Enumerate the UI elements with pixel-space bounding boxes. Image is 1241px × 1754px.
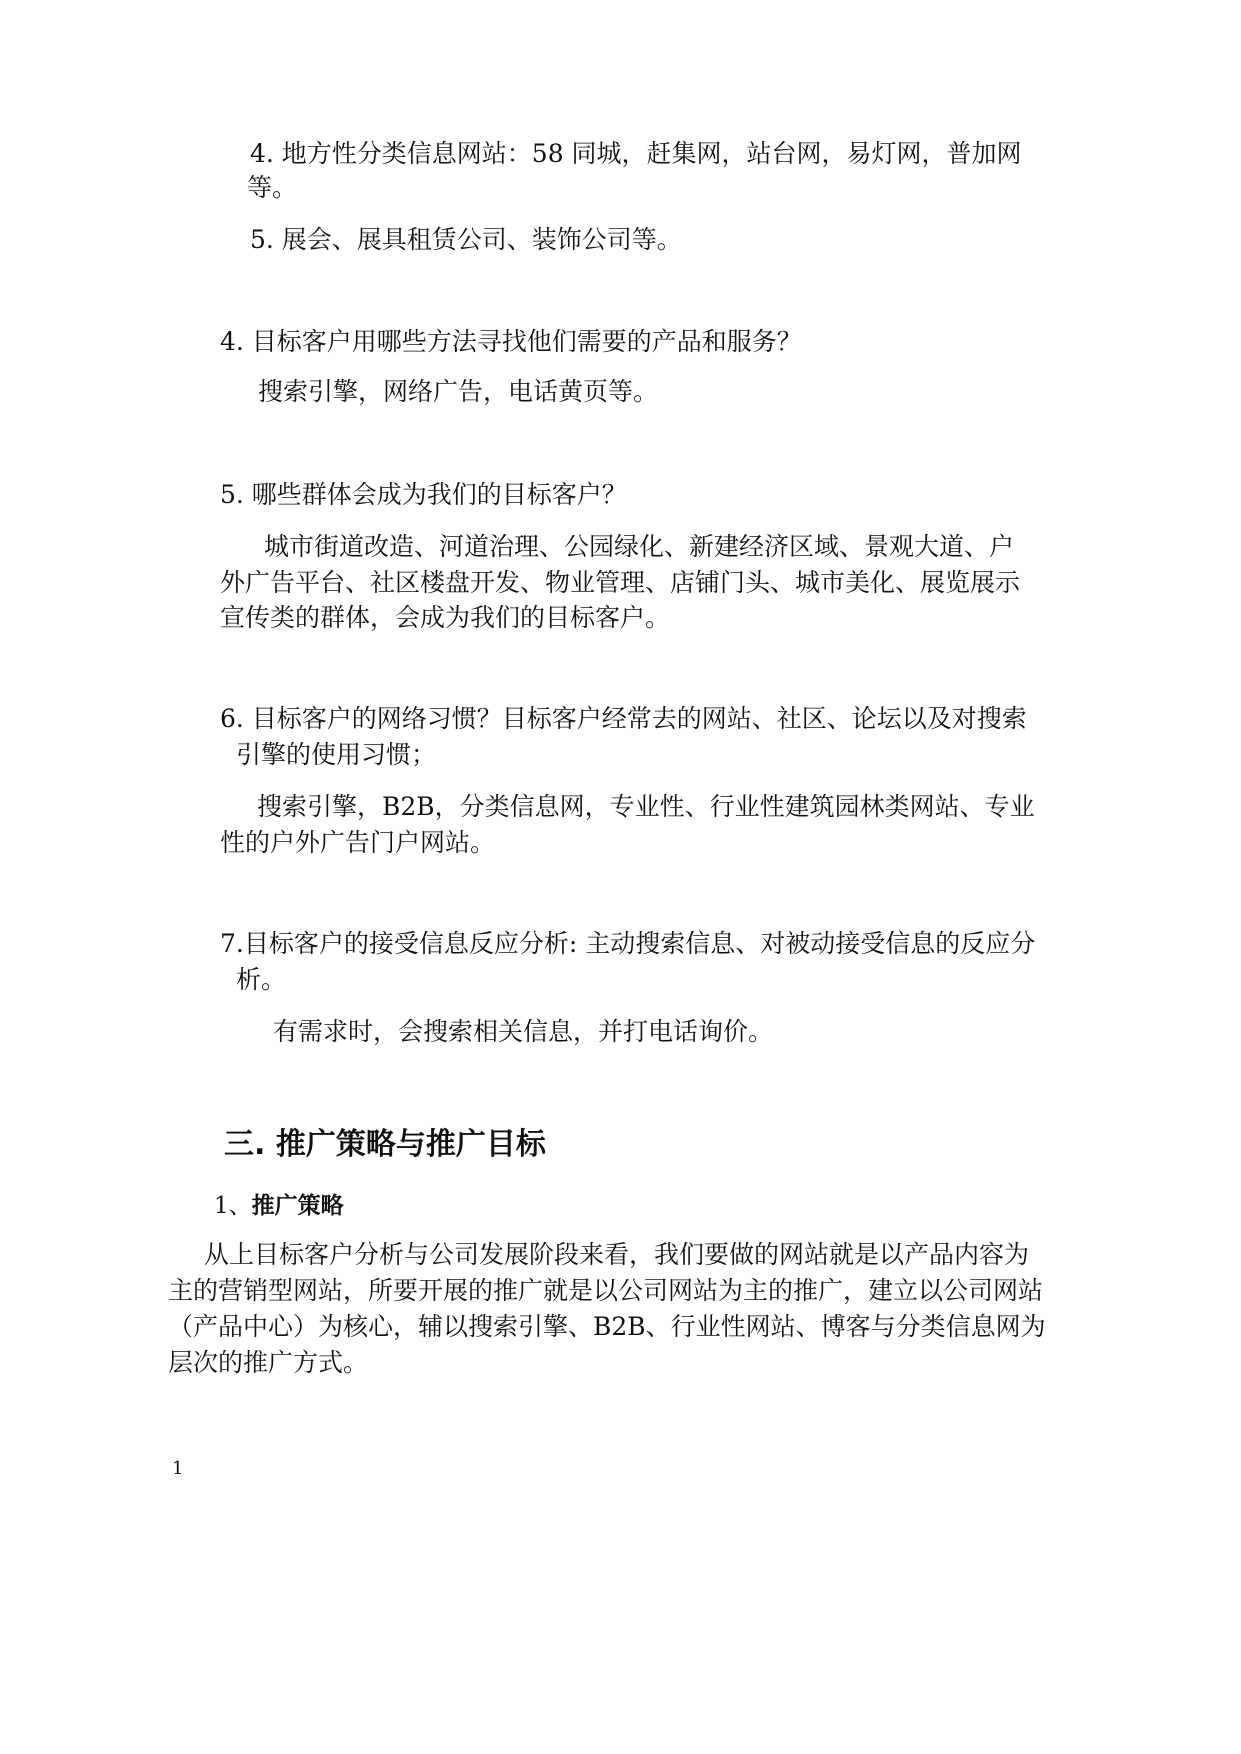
strategy-paragraph-line-3: （产品中心）为核心，辅以搜索引擎、B2B、行业性网站、博客与分类信息网为 — [168, 1312, 1046, 1341]
question-6-line-2: 引擎的使用习惯； — [236, 740, 437, 769]
answer-7: 有需求时，会搜索相关信息，并打电话询价。 — [273, 1017, 774, 1046]
strategy-paragraph-line-4: 层次的推广方式。 — [168, 1348, 369, 1377]
item-4-line-1: 4. 地方性分类信息网站：58 同城，赶集网，站台网，易灯网，普加网 — [250, 139, 1022, 168]
answer-5-line-1: 城市街道改造、河道治理、公园绿化、新建经济区域、景观大道、户 — [264, 532, 1015, 561]
answer-6-line-2: 性的户外广告门户网站。 — [220, 828, 496, 857]
item-4-line-2: 等。 — [247, 173, 298, 202]
subsection-1-number: 1、 — [214, 1193, 252, 1219]
answer-4: 搜索引擎，网络广告，电话黄页等。 — [258, 377, 659, 406]
question-6-line-1: 6. 目标客户的网络习惯？目标客户经常去的网站、社区、论坛以及对搜索 — [220, 704, 1027, 733]
strategy-paragraph-line-2: 主的营销型网站，所要开展的推广就是以公司网站为主的推广，建立以公司网站 — [168, 1276, 1044, 1305]
answer-5-line-2: 外广告平台、社区楼盘开发、物业管理、店铺门头、城市美化、展览展示 — [220, 568, 1021, 597]
subsection-1-heading — [214, 1190, 344, 1222]
question-4: 4. 目标客户用哪些方法寻找他们需要的产品和服务？ — [220, 327, 802, 356]
question-5: 5. 哪些群体会成为我们的目标客户？ — [220, 480, 627, 509]
question-7-line-2: 析。 — [236, 965, 287, 994]
answer-6-line-1: 搜索引擎，B2B，分类信息网，专业性、行业性建筑园林类网站、专业 — [257, 792, 1035, 821]
subsection-1-title: 推广策略 — [251, 1193, 344, 1219]
section-3-heading: 三. 推广策略与推广目标 — [224, 1127, 546, 1162]
page-number: 1 — [172, 1458, 184, 1479]
strategy-paragraph-line-1: 从上目标客户分析与公司发展阶段来看，我们要做的网站就是以产品内容为 — [204, 1240, 1030, 1269]
item-5: 5. 展会、展具租赁公司、装饰公司等。 — [250, 225, 682, 254]
answer-5-line-3: 宣传类的群体，会成为我们的目标客户。 — [220, 603, 671, 632]
question-7-line-1: 7.目标客户的接受信息反应分析: 主动搜索信息、对被动接受信息的反应分 — [220, 929, 1036, 958]
